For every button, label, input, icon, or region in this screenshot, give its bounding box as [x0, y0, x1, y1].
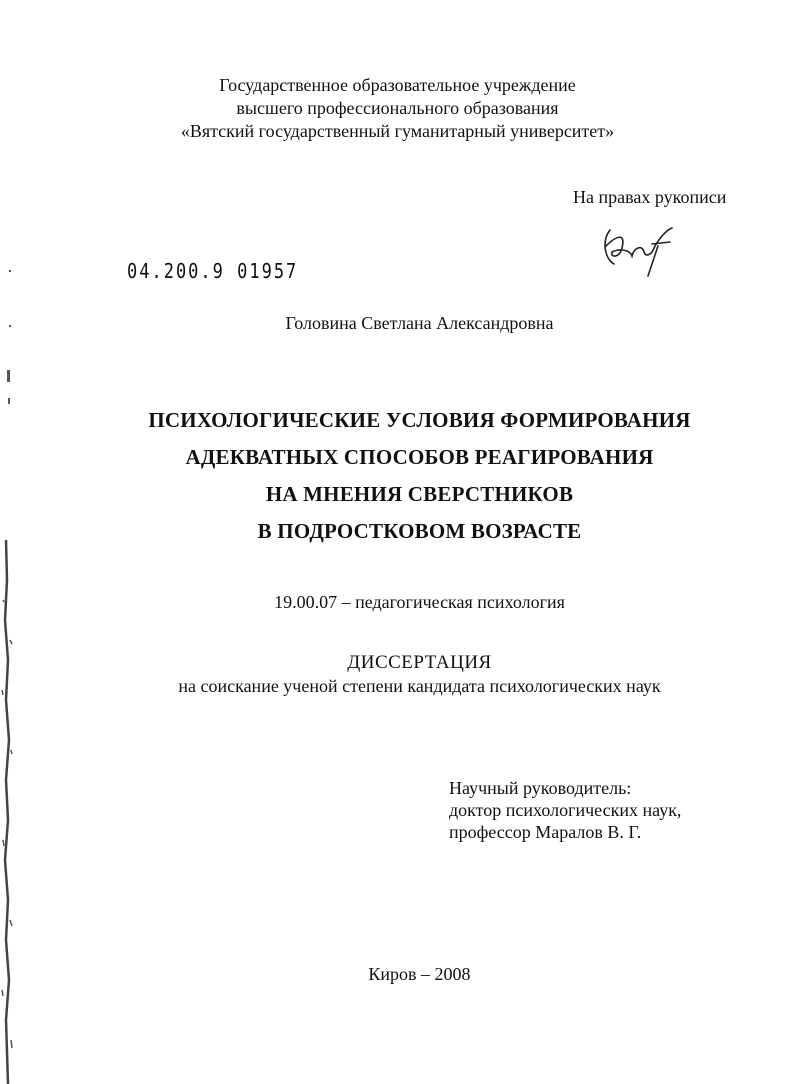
scan-speck [7, 370, 10, 382]
title-line-3: НА МНЕНИЯ СВЕРСТНИКОВ [265, 482, 574, 506]
scan-speck [8, 398, 10, 404]
scan-speck [9, 270, 11, 272]
author-name: Головина Светлана Александровна [285, 313, 554, 333]
document-type: ДИССЕРТАЦИЯ [347, 652, 492, 673]
scan-edge-artifact [0, 540, 16, 1084]
supervisor-line-1: Научный руководитель: [449, 778, 632, 798]
supervisor-block [449, 777, 681, 843]
institution-line-1: Государственное образовательное учреждение [219, 75, 576, 95]
catalog-number: 04.200.9 01957 [127, 260, 299, 284]
institution-header [0, 74, 795, 143]
degree-statement: на соискание ученой степени кандидата психологических наук [178, 676, 661, 696]
dissertation-title [22, 402, 795, 550]
specialty-code: 19.00.07 – педагогическая психология [274, 592, 565, 612]
institution-line-2: высшего профессионального образования [236, 98, 559, 118]
institution-line-3: «Вятский государственный гуманитарный университет» [180, 121, 615, 141]
manuscript-note: На правах рукописи [573, 187, 727, 207]
city-year: Киров – 2008 [368, 964, 471, 984]
title-line-2: АДЕКВАТНЫХ СПОСОБОВ РЕАГИРОВАНИЯ [185, 445, 654, 469]
scan-speck [9, 325, 11, 327]
title-line-1: ПСИХОЛОГИЧЕСКИЕ УСЛОВИЯ ФОРМИРОВАНИЯ [148, 408, 691, 432]
title-line-4: В ПОДРОСТКОВОМ ВОЗРАСТЕ [257, 519, 582, 543]
supervisor-line-2: доктор психологических наук, [449, 800, 682, 820]
supervisor-line-3: профессор Маралов В. Г. [449, 822, 642, 842]
signature-icon [596, 218, 686, 278]
